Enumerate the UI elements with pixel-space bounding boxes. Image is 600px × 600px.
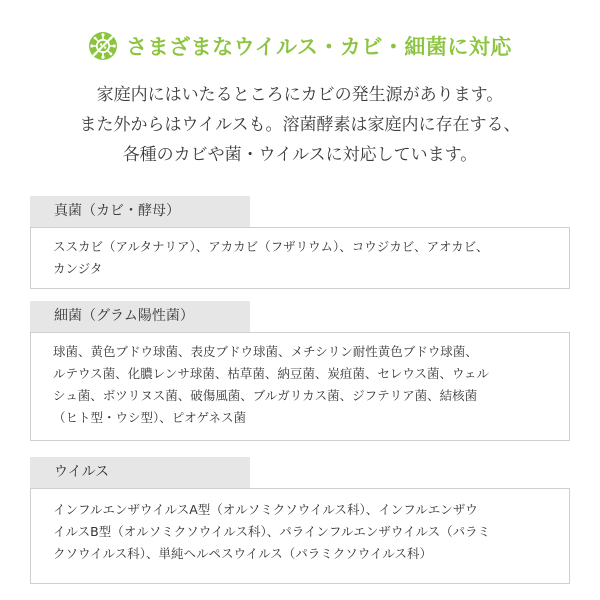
section-content-virus	[30, 488, 570, 584]
section-content-bacteria	[30, 332, 570, 441]
content-line: （ヒト型・ウシ型）、ピオゲネス菌	[53, 410, 247, 425]
content-line: クソウイルス科）、単純ヘルペスウイルス（パラミクソウイルス科）	[53, 546, 433, 561]
content-line: ススカビ（アルタナリア）、アカカビ（フザリウム）、コウジカビ、アオカビ、	[53, 239, 489, 254]
virus-icon	[88, 31, 118, 61]
content-line: カンジタ	[53, 261, 103, 276]
section-content-fungi	[30, 227, 570, 289]
intro-line: 各種のカビや菌・ウイルスに対応しています。	[122, 145, 478, 165]
section-label-virus: ウイルス	[30, 457, 250, 488]
intro-text	[0, 80, 600, 170]
content-line: イルスB型（オルソミクソウイルス科）、パラインフルエンザウイルス（パラミ	[53, 524, 491, 539]
section-bacteria	[30, 301, 570, 441]
intro-line: 家庭内にはいたるところにカビの発生源があります。	[96, 85, 504, 105]
header	[0, 28, 600, 64]
content-line: シュ菌、ボツリヌス菌、破傷風菌、ブルガリカス菌、ジフテリア菌、結核菌	[53, 388, 478, 403]
content-line: インフルエンザウイルスA型（オルソミクソウイルス科）、インフルエンザウ	[53, 502, 478, 517]
section-label-bacteria: 細菌（グラム陽性菌）	[30, 301, 250, 332]
page-title: さまざまなウイルス・カビ・細菌に対応	[126, 35, 512, 59]
content-line: 球菌、黄色ブドウ球菌、表皮ブドウ球菌、メチシリン耐性黄色ブドウ球菌、	[53, 344, 478, 359]
section-virus	[30, 457, 570, 584]
intro-line: また外からはウイルスも。溶菌酵素は家庭内に存在する、	[79, 115, 521, 135]
content-line: ルテウス菌、化膿レンサ球菌、枯草菌、納豆菌、炭疽菌、セレウス菌、ウェル	[53, 366, 489, 381]
section-fungi	[30, 196, 570, 289]
section-label-fungi: 真菌（カビ・酵母）	[30, 196, 250, 227]
